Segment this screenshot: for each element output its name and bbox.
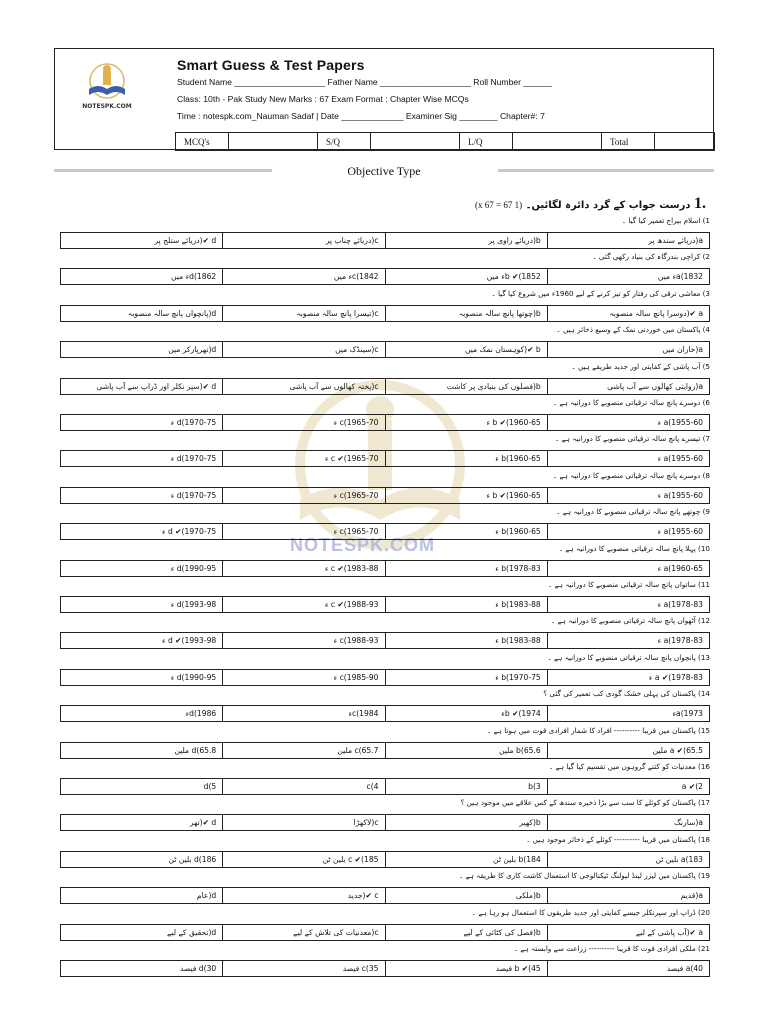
question-text: 13) پانچواں پانچ سالہ ترقیاتی منصوبے کا دورانیہ ہے ۔: [547, 652, 710, 662]
options-row: [60, 742, 710, 759]
option-b[interactable]: b(184 بلین ٹن: [385, 851, 547, 867]
option-d[interactable]: d(1986ء: [61, 706, 223, 722]
option-a[interactable]: a(1973ء: [547, 706, 709, 722]
option-d[interactable]: d(5: [61, 779, 223, 795]
options-row: [60, 814, 710, 831]
score-box-total: [655, 133, 715, 151]
option-b[interactable]: b(1970-75 ء: [385, 669, 547, 685]
option-a[interactable]: a(خاران میں: [547, 342, 709, 358]
option-a[interactable]: a(1960-65 ء: [547, 560, 709, 576]
watermark-text: NOTESPK.COM: [290, 535, 436, 555]
option-d[interactable]: d(پانچواں پانچ سالہ منصوبہ: [61, 305, 223, 321]
option-a[interactable]: a ✔(65.5 ملین: [547, 742, 709, 758]
section-title: درست جواب کے گرد دائرہ لگائیں۔: [525, 200, 691, 211]
question-text: 5) آب پاشی کے کفایتی اور جدید طریقے ہیں ۔: [571, 361, 710, 371]
option-d[interactable]: d(تھرپارکر میں: [61, 342, 223, 358]
option-a[interactable]: a(1978-83 ء: [547, 597, 709, 613]
option-c[interactable]: c(1965-70 ء: [223, 487, 385, 503]
option-b[interactable]: b(چوتھا پانچ سالہ منصوبہ: [385, 305, 547, 321]
option-d[interactable]: d ✔(1993-98 ء: [61, 633, 223, 649]
options-row: [60, 851, 710, 868]
question-text: 9) چوتھے پانچ سالہ ترقیاتی منصوبے کا دورانیہ ہے ۔: [556, 507, 710, 517]
options-row: [60, 232, 710, 249]
option-c[interactable]: c(دریائے چناب پر: [223, 233, 385, 249]
option-a[interactable]: a(قدیم: [547, 888, 709, 904]
option-c[interactable]: c(پختہ کھالوں سے آب پاشی: [223, 378, 385, 394]
option-b[interactable]: b(1983-88 ء: [385, 633, 547, 649]
option-a[interactable]: a(1955-60 ء: [547, 524, 709, 540]
question-text: 17) پاکستان کو کوئلے کا سب سے بڑا ذخیرہ سندھ کے کس علاقے میں موجود ہیں ؟: [460, 798, 710, 808]
score-box-mcq: [229, 133, 318, 151]
option-a[interactable]: a(سارنگ: [547, 815, 709, 831]
option-b[interactable]: b ✔(1960-65 ء: [385, 415, 547, 431]
option-d[interactable]: d(تحقیق کے لیے: [61, 924, 223, 940]
option-d[interactable]: d(1970-75 ء: [61, 415, 223, 431]
option-a[interactable]: a(1832ء میں: [547, 269, 709, 285]
option-c[interactable]: c(65.7 ملین: [223, 742, 385, 758]
option-c[interactable]: c(1965-70 ء: [223, 524, 385, 540]
options-row: [60, 450, 710, 467]
option-b[interactable]: b(فصل کی کٹائی کے لیے: [385, 924, 547, 940]
option-c[interactable]: c(لاکھڑا: [223, 815, 385, 831]
header-box: [54, 48, 714, 150]
option-b[interactable]: b(65.6 ملین: [385, 742, 547, 758]
option-b[interactable]: b ✔(45 فیصد: [385, 961, 547, 977]
class-info-line: Class: 10th - Pak Study New Marks : 67 Exam Format : Chapter Wise MCQs: [177, 94, 469, 104]
option-c[interactable]: c ✔(1983-88 ء: [223, 560, 385, 576]
option-b[interactable]: b(3: [385, 779, 547, 795]
score-box-lq: [513, 133, 602, 151]
option-d[interactable]: d(1970-75 ء: [61, 451, 223, 467]
option-c[interactable]: c(35 فیصد: [223, 961, 385, 977]
book-logo-icon: [81, 63, 133, 103]
options-row: [60, 632, 710, 649]
options-row: [60, 596, 710, 613]
question-text: 16) معدنیات کو کتنے گروہوں میں تقسیم کیا گیا ہے ۔: [549, 762, 710, 771]
option-a[interactable]: a ✔(آب پاشی کے لیے: [547, 924, 709, 940]
option-b[interactable]: b ✔(کوہستان نمک میں: [385, 342, 547, 358]
score-table: [175, 132, 715, 151]
option-a[interactable]: a ✔(2: [547, 779, 709, 795]
score-label-sq: S/Q: [318, 133, 371, 151]
option-c[interactable]: c(تیسرا پانچ سالہ منصوبہ: [223, 305, 385, 321]
option-d[interactable]: d ✔(سپر نکلر اور ڈراپ سے آب پاشی: [61, 378, 223, 394]
options-row: [60, 705, 710, 722]
question-text: 7) تیسرے پانچ سالہ ترقیاتی منصوبے کا دورانیہ ہے ۔: [555, 434, 710, 444]
option-a[interactable]: a(دریائے سندھ پر: [547, 233, 709, 249]
options-row: [60, 414, 710, 431]
option-b[interactable]: b(1978-83 ء: [385, 560, 547, 576]
option-b[interactable]: b(کھیر: [385, 815, 547, 831]
option-c[interactable]: c ✔(جدید: [223, 888, 385, 904]
question-text: 6) دوسرے پانچ سالہ ترقیاتی منصوبے کا دورانیہ ہے ۔: [553, 398, 710, 407]
options-row: [60, 560, 710, 577]
option-a[interactable]: a ✔(1978-83 ء: [547, 669, 709, 685]
option-d[interactable]: d ✔(تھر: [61, 815, 223, 831]
score-label-lq: L/Q: [460, 133, 513, 151]
option-a[interactable]: a(1955-60 ء: [547, 451, 709, 467]
option-d[interactable]: d(عام: [61, 888, 223, 904]
options-row: [60, 778, 710, 795]
option-d[interactable]: d ✔(دریائے ستلج پر: [61, 233, 223, 249]
options-row: [60, 305, 710, 322]
options-row: [60, 924, 710, 941]
option-c[interactable]: c(1988-93 ء: [223, 633, 385, 649]
option-c[interactable]: c ✔(1965-70 ء: [223, 451, 385, 467]
score-label-total: Total: [602, 133, 655, 151]
option-c[interactable]: c(1842ء میں: [223, 269, 385, 285]
objective-type-heading: Objective Type: [347, 164, 421, 178]
option-a[interactable]: a(1955-60 ء: [547, 487, 709, 503]
question-text: 18) پاکستان میں قریبا ---------- کوئلے کے ذخائر موجود ہیں ۔: [526, 834, 710, 844]
option-d[interactable]: d ✔(1970-75 ء: [61, 524, 223, 540]
student-info-line: Student Name ___________________ Father Name ___________________ Roll Number ______: [177, 77, 553, 87]
option-d[interactable]: d(1970-75 ء: [61, 487, 223, 503]
option-a[interactable]: a(1955-60 ء: [547, 415, 709, 431]
options-row: [60, 669, 710, 686]
question-text: 1) اسلام بیراج تعمیر کیا گیا ۔: [621, 216, 710, 225]
option-c[interactable]: c ✔(185 بلین ٹن: [223, 851, 385, 867]
option-b[interactable]: b(ملکی: [385, 888, 547, 904]
option-d[interactable]: d(1862ء میں: [61, 269, 223, 285]
option-d[interactable]: d(186 بلین ٹن: [61, 851, 223, 867]
options-row: [60, 887, 710, 904]
option-c[interactable]: c(4: [223, 779, 385, 795]
option-c[interactable]: c(معدنیات کی تلاش کے لیے: [223, 924, 385, 940]
question-text: 11) ساتواں پانچ سالہ ترقیاتی منصوبے کا دورانیہ ہے ۔: [548, 580, 710, 589]
logo: [81, 63, 133, 117]
section-marks: (1 x 67 = 67): [475, 200, 523, 210]
options-row: [60, 268, 710, 285]
section-number: .1: [694, 195, 706, 212]
options-row: [60, 960, 710, 977]
option-a[interactable]: a(روایتی کھالوں سے آب پاشی: [547, 378, 709, 394]
option-c[interactable]: c ✔(1988-93 ء: [223, 597, 385, 613]
question-text: 10) پہلا پانچ سالہ ترقیاتی منصوبے کا دورانیہ ہے ۔: [558, 543, 710, 553]
option-a[interactable]: a(1978-83 ء: [547, 633, 709, 649]
score-label-mcq: MCQ's: [176, 133, 229, 151]
question-text: 8) دوسرے پانچ سالہ ترقیاتی منصوبے کا دورانیہ ہے ۔: [553, 470, 710, 480]
option-b[interactable]: b ✔(1974ء: [385, 706, 547, 722]
options-row: [60, 378, 710, 395]
time-info-line: Time : notespk.com_Nauman Sadaf | Date _____________ Examiner Sig ________ Chapter#: 7: [177, 111, 545, 121]
question-text: 2) کراچی بندرگاہ کی بنیاد رکھی گئی ۔: [592, 252, 710, 262]
option-b[interactable]: b(دریائے راوی پر: [385, 233, 547, 249]
option-d[interactable]: d(1993-98 ء: [61, 597, 223, 613]
page-title: Smart Guess & Test Papers: [177, 57, 365, 73]
question-text: 12) آٹھواں پانچ سالہ ترقیاتی منصوبے کا دورانیہ ہے ۔: [551, 616, 710, 626]
option-a[interactable]: a ✔(دوسرا پانچ سالہ منصوبہ: [547, 305, 709, 321]
option-b[interactable]: b(1983-88 ء: [385, 597, 547, 613]
option-b[interactable]: b(فصلوں کی بنیادی پر کاشت: [385, 378, 547, 394]
option-c[interactable]: c(1984ء: [223, 706, 385, 722]
option-d[interactable]: d(65.8 ملین: [61, 742, 223, 758]
options-row: [60, 523, 710, 540]
option-d[interactable]: d(1990-95 ء: [61, 669, 223, 685]
question-text: 14) پاکستان کی پہلی خشک گودی کب تعمیر کی گئی ؟: [543, 689, 710, 699]
option-c[interactable]: c(1985-90 ء: [223, 669, 385, 685]
option-a[interactable]: a(183 بلین ٹن: [547, 851, 709, 867]
logo-text: NOTESPK.COM: [82, 103, 132, 110]
question-text: 19) پاکستان میں لیزر لینڈ لیولنگ ٹیکنالوجی کا استعمال کاشت کاری کا طریقہ ہے ۔: [459, 871, 710, 881]
options-row: [60, 341, 710, 358]
question-text: 21) ملکی افرادی قوت کا قریبا ---------- زراعت سے وابستہ ہے ۔: [513, 944, 710, 953]
question-text: 15) پاکستان میں قریبا ---------- افراد کا شمار افرادی قوت میں ہوتا ہے ۔: [487, 725, 710, 735]
option-b[interactable]: b ✔(1852ء میں: [385, 269, 547, 285]
question-text: 3) معاشی ترقی کی رفتار کو تیز کرنے کے لیے 1960ء میں شروع کیا گیا ۔: [491, 288, 710, 298]
option-b[interactable]: b ✔(1960-65 ء: [385, 487, 547, 503]
section-heading: [475, 195, 706, 213]
options-row: [60, 487, 710, 504]
option-d[interactable]: d(30 فیصد: [61, 961, 223, 977]
option-a[interactable]: a(40 فیصد: [547, 961, 709, 977]
option-d[interactable]: d(1990-95 ء: [61, 560, 223, 576]
option-b[interactable]: b(1960-65 ء: [385, 524, 547, 540]
option-c[interactable]: c(1965-70 ء: [223, 415, 385, 431]
score-box-sq: [371, 133, 460, 151]
question-text: 20) ڈراپ اور سپرنکلر جیسے کفایتی اور جدید طریقوں کا استعمال ہو رہا ہے ۔: [472, 907, 710, 917]
option-b[interactable]: b(1960-65 ء: [385, 451, 547, 467]
question-text: 4) پاکستان میں خوردنی نمک کے وسیع ذخائر ہیں ۔: [556, 325, 710, 335]
option-c[interactable]: c(سینڈک میں: [223, 342, 385, 358]
